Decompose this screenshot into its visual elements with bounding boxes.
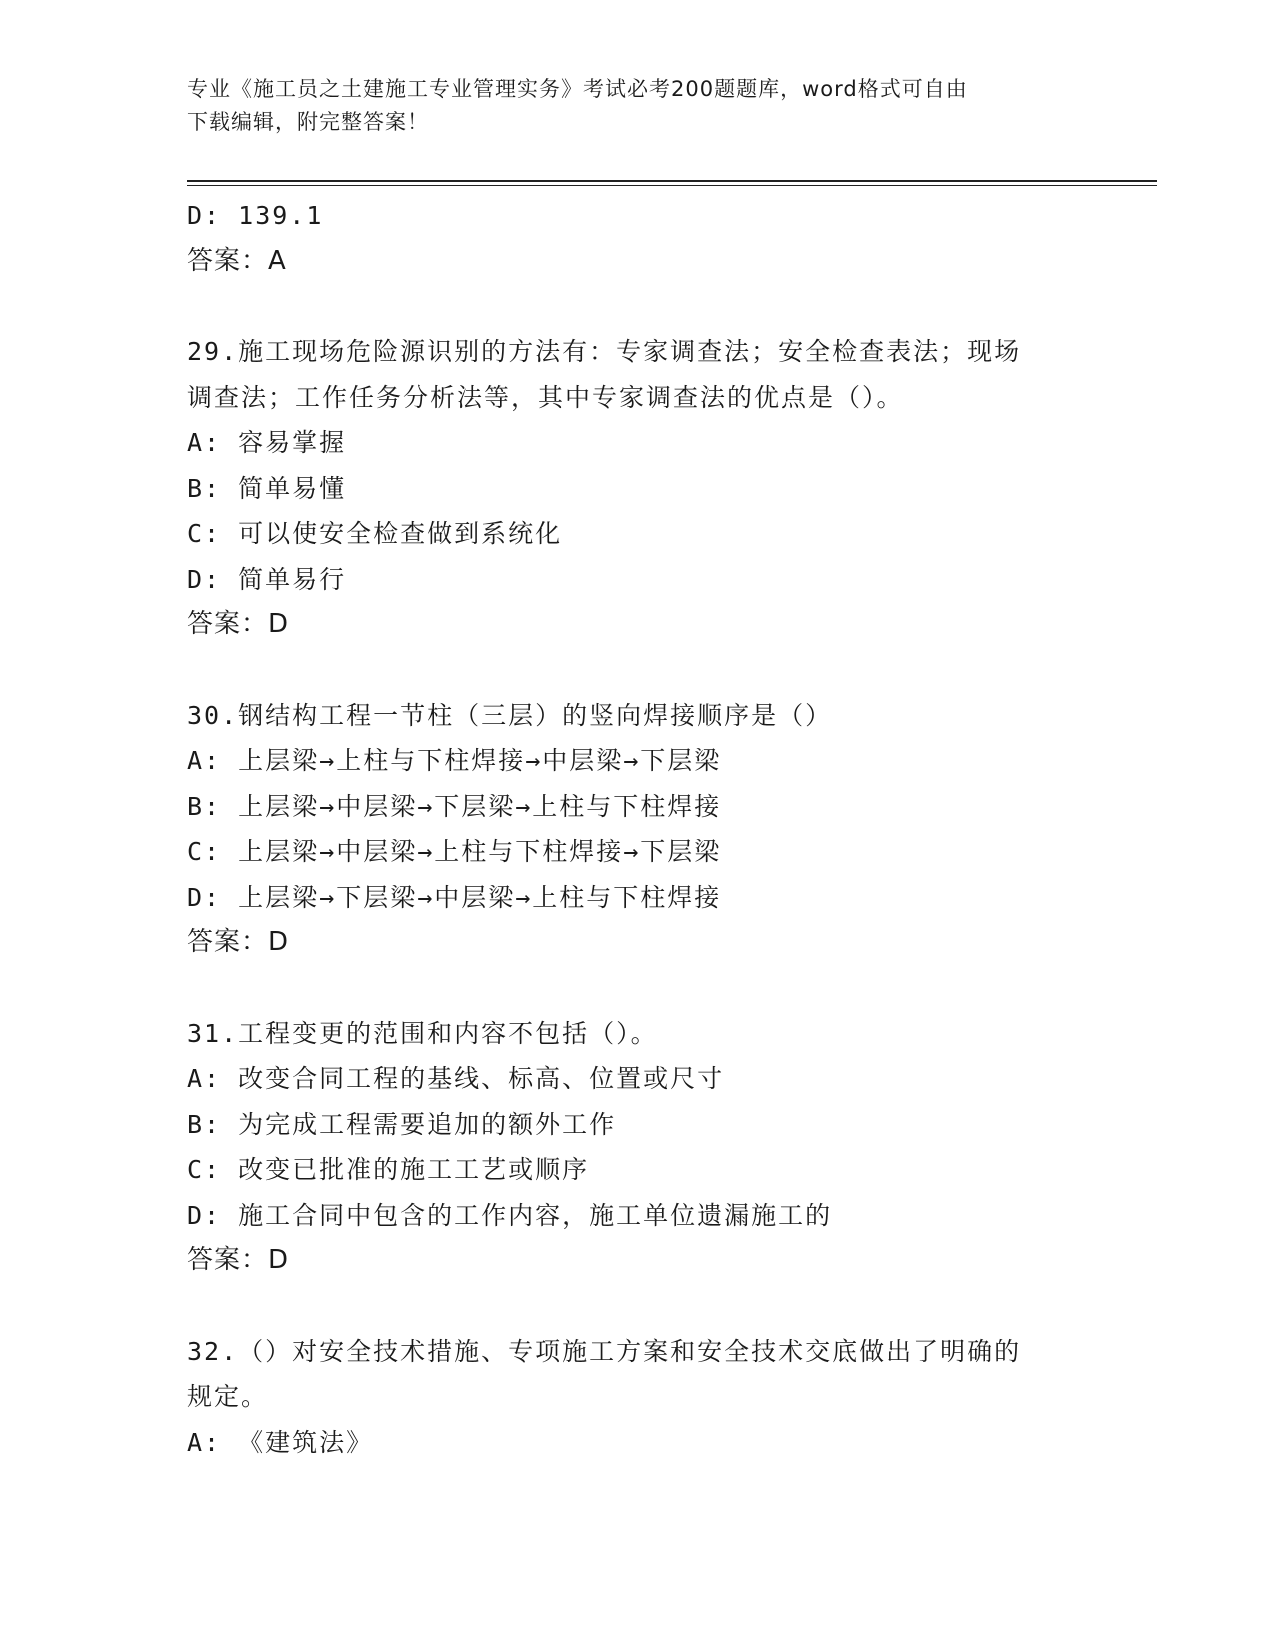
- question-stem-line-2: 规定。: [187, 1382, 269, 1411]
- question-stem-line-1: 29.施工现场危险源识别的方法有：专家调查法；安全检查表法；现场: [187, 337, 1022, 366]
- question-28-tail: [187, 193, 1087, 284]
- option-d: D: 简单易行: [187, 564, 347, 594]
- header-divider-thick: [187, 180, 1157, 182]
- option-a: A: 容易掌握: [187, 428, 347, 457]
- question-32: [187, 1329, 1087, 1466]
- answer: 答案：A: [187, 245, 287, 276]
- question-29: [187, 329, 1087, 648]
- answer: 答案：D: [187, 927, 290, 957]
- question-30: [187, 693, 1087, 966]
- question-stem-line-1: 30.钢结构工程一节柱（三层）的竖向焊接顺序是（）: [187, 700, 833, 730]
- question-stem-line-1: 32.（）对安全技术措施、专项施工方案和安全技术交底做出了明确的: [187, 1336, 1022, 1366]
- header-line-2: 下载编辑，附完整答案！: [187, 110, 429, 134]
- option-b: B: 简单易懂: [187, 473, 347, 503]
- option-b: B: 为完成工程需要追加的额外工作: [187, 1109, 617, 1139]
- header-divider-thin: [187, 185, 1157, 186]
- option-c: C: 改变已批准的施工工艺或顺序: [187, 1155, 590, 1184]
- option-a: A: 《建筑法》: [187, 1427, 374, 1457]
- question-stem-line-2: 调查法；工作任务分析法等，其中专家调查法的优点是（）。: [187, 382, 904, 412]
- option-d: D: 施工合同中包含的工作内容，施工单位遗漏施工的: [187, 1200, 833, 1230]
- option-a: A: 上层梁→上柱与下柱焊接→中层梁→下层梁: [187, 746, 722, 775]
- answer: 答案：D: [187, 1245, 290, 1275]
- option-d: D: 139.1: [187, 201, 324, 230]
- question-stem-line-1: 31.工程变更的范围和内容不包括（）。: [187, 1018, 658, 1048]
- question-31: [187, 1011, 1087, 1284]
- option-a: A: 改变合同工程的基线、标高、位置或尺寸: [187, 1064, 725, 1093]
- document-body: [187, 193, 1087, 1465]
- option-d: D: 上层梁→下层梁→中层梁→上柱与下柱焊接: [187, 882, 722, 912]
- option-c: C: 上层梁→中层梁→上柱与下柱焊接→下层梁: [187, 837, 722, 866]
- option-b: B: 上层梁→中层梁→下层梁→上柱与下柱焊接: [187, 791, 722, 821]
- header-line-1: 专业《施工员之土建施工专业管理实务》考试必考200题题库，word格式可自由: [187, 77, 968, 101]
- answer: 答案：D: [187, 609, 290, 639]
- document-header: [187, 73, 1087, 139]
- option-c: C: 可以使安全检查做到系统化: [187, 519, 563, 548]
